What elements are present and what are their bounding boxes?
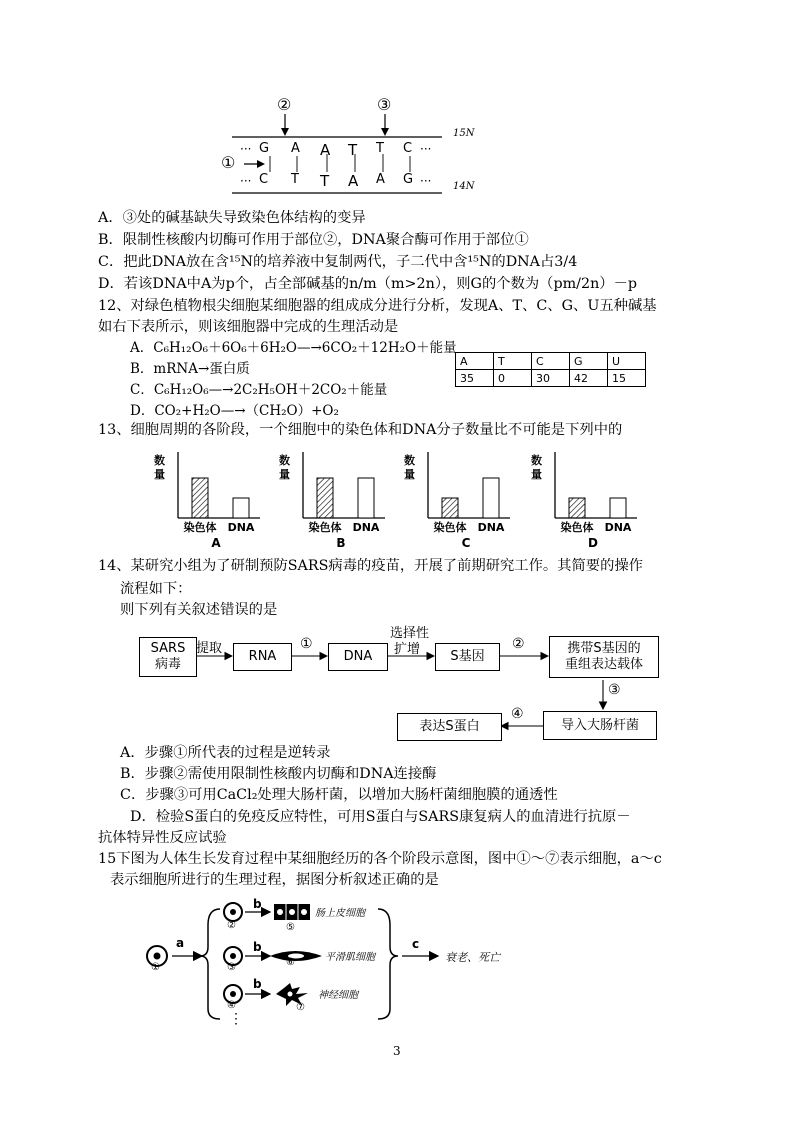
flow-box-s-gene [435,643,500,671]
q14-option-c: C．步骤③可用CaCl₂处理大肠杆菌，以增加大肠杆菌细胞膜的通透性 [120,787,558,803]
q14-stem-line2: 流程如下： [120,581,192,597]
category-label: DNA [227,521,255,534]
label-15n: 15N [453,128,475,139]
q11-option-b: B．限制性核酸内切酶可作用于部位②，DNA聚合酶可作用于部位① [98,232,529,248]
label-14n: 14N [453,181,475,192]
bottom-strand-base: C [259,172,269,187]
flow-box-dna [328,643,388,671]
express-label: 表达S蛋白 [419,719,480,734]
top-strand-base: T [376,141,384,156]
s-gene-label: S基因 [450,649,485,664]
process-b-label-3: b [253,977,262,991]
flow-label-amplify-2: 扩增 [394,642,421,657]
y-axis-label: 量 [279,468,290,481]
y-axis-label: 量 [154,468,165,481]
top-strand-base: C [403,141,413,156]
bottom-strand-base: T [320,172,330,190]
q12-stem-line1: 12、对绿色植物根尖细胞某细胞器的组成成分进行分析，发现A、T、C、G、U五种碱基 [98,298,657,314]
table-header-cell: C [532,353,570,370]
flow-box-sars-virus [139,637,197,677]
cell-4-label: ④ [227,1000,236,1011]
flow-label-step2: ② [512,636,525,652]
dots-right-bottom: ··· [420,174,432,188]
table-header-cell: G [570,353,608,370]
category-label: DNA [352,521,380,534]
top-strand-base: T [348,141,358,159]
marker-1: ① [221,153,236,172]
category-label: 染色体 [183,521,217,534]
bottom-strand-base: A [376,172,385,187]
y-axis-label: 数 [531,454,542,467]
cell-type-smooth-muscle: 平滑肌细胞 [325,952,375,963]
y-axis-label: 数 [154,454,165,467]
more-cells-dots: ⋮ [229,1011,243,1027]
marker-2: ② [277,95,292,114]
top-strand-base: A [291,141,300,156]
process-a-label: a [176,936,185,950]
flow-box-express [397,713,502,741]
dots-left-top: ··· [240,142,252,156]
chart-option-label: A [211,536,221,548]
q11-option-c: C．把此DNA放在含¹⁵N的培养液中复制两代，子二代中含¹⁵N的DNA占3/4 [98,254,578,270]
marker-3: ③ [377,95,392,114]
q14-stem-line3: 则下列有关叙述错误的是 [120,602,278,618]
flow-label-step3: ③ [608,682,621,698]
cell-5-label: ⑤ [286,922,295,933]
table-cell: 35 [456,370,494,387]
q14-option-a: A．步骤①所代表的过程是逆转录 [120,745,331,761]
y-axis-label: 量 [404,468,415,481]
y-axis-label: 数 [404,454,415,467]
cell-6-label: ⑥ [286,957,295,968]
category-label: 染色体 [560,521,594,534]
flow-box-vector [549,636,659,678]
q14-option-b: B．步骤②需使用限制性核酸内切酶和DNA连接酶 [120,766,437,782]
flow-label-step4: ④ [511,706,524,722]
bottom-strand-base: G [403,172,414,187]
q11-option-a: A．③处的碱基缺失导致染色体结构的变异 [98,210,366,226]
y-axis-label: 量 [531,468,542,481]
category-label: DNA [477,521,505,534]
process-c-label: c [412,937,420,951]
q14-option-d-cont: 抗体特异性反应试验 [98,830,227,846]
process-b-label-1: b [253,897,262,911]
fate-label: 衰老、死亡 [445,951,500,964]
table-cell: 42 [570,370,608,387]
flow-box-rna [233,643,292,671]
q12-option-b: B．mRNA→蛋白质 [130,361,250,377]
q14-stem-line1: 14、某研究小组为了研制预防SARS病毒的疫苗，开展了前期研究工作。其简要的操作 [98,558,643,574]
q12-option-d: D．CO₂+H₂O—→（CH₂O）+O₂ [130,403,339,419]
vector-label-line2: 重组表达载体 [564,657,643,672]
bottom-strand-base: A [348,172,359,190]
cell-1-label: ① [151,962,160,973]
q12-option-c: C．C₆H₁₂O₆—→2C₂H₅OH＋2CO₂＋能量 [130,382,388,398]
ecoli-label: 导入大肠杆菌 [560,717,639,733]
process-b-label-2: b [253,940,262,954]
sars-label-line1: SARS [150,641,186,656]
dots-left-bottom: ··· [240,174,252,188]
q11-option-d: D．若该DNA中A为p个，占全部碱基的n/m（m>2n），则G的个数为（pm/2n）－p [98,276,638,292]
flow-label-step1: ① [300,636,313,652]
q15-stem-line2: 表示细胞所进行的生理过程，据图分析叙述正确的是 [110,872,439,888]
q14-option-d: D．检验S蛋白的免疫反应特性，可用S蛋白与SARS康复病人的血清进行抗原－ [130,809,631,825]
cell-type-neuron: 神经细胞 [318,990,358,1001]
q12-stem-line2: 如右下表所示，则该细胞器中完成的生理活动是 [98,319,399,335]
top-strand-base: A [320,141,331,159]
cell-type-intestinal: 肠上皮细胞 [315,908,365,919]
flow-label-extract: 提取 [196,641,223,656]
cell-7-label: ⑦ [296,1002,305,1013]
cell-3-label: ③ [227,962,236,973]
dots-right-top: ··· [420,142,432,156]
flow-box-ecoli [543,711,657,740]
table-header-cell: T [494,353,532,370]
category-label: 染色体 [308,521,342,534]
table-cell: 30 [532,370,570,387]
rna-label: RNA [248,649,277,664]
chart-option-label: C [461,536,471,548]
flow-label-amplify-1: 选择性 [390,626,430,641]
category-label: DNA [604,521,632,534]
q13-stem: 13、细胞周期的各阶段，一个细胞中的染色体和DNA分子数量比不可能是下列中的 [98,422,623,438]
q15-stem-line1: 15下图为人体生长发育过程中某细胞经历的各个阶段示意图，图中①～⑦表示细胞，a～c [98,851,662,867]
page-number: 3 [393,1044,401,1058]
table-header-cell: U [608,353,646,370]
chart-option-label: D [588,536,598,548]
y-axis-label: 数 [279,454,290,467]
dna-label: DNA [343,649,373,664]
cell-2-label: ② [227,920,236,931]
chart-option-label: B [336,536,346,548]
q12-option-a: A．C₆H₁₂O₆＋6O₆＋6H₂O—→6CO₂＋12H₂O＋能量 [130,340,457,356]
sars-label-line2: 病毒 [154,657,181,672]
table-header-cell: A [456,353,494,370]
bottom-strand-base: T [291,172,299,187]
vector-label-line1: 携带S基因的 [567,641,641,656]
category-label: 染色体 [433,521,467,534]
table-cell: 0 [494,370,532,387]
table-cell: 15 [608,370,646,387]
top-strand-base: G [259,141,270,156]
